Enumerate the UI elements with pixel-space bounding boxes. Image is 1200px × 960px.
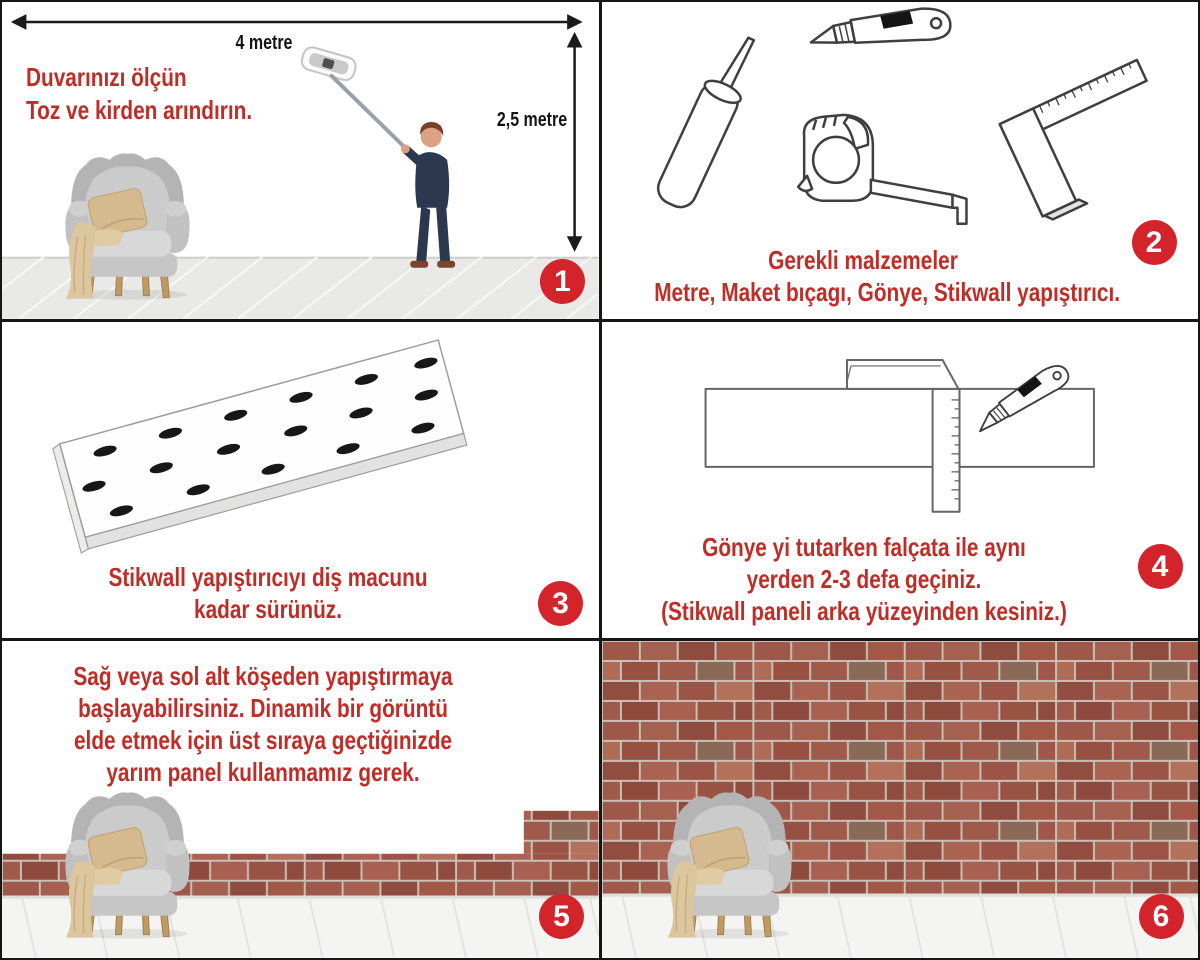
- step-4-line: (Stikwall paneli arka yüzeyinden kesiniz.): [660, 595, 1067, 626]
- step-2-line: Metre, Maket bıçagı, Gönye, Stikwall yapıştırıcı.: [653, 277, 1120, 307]
- step-4-panel: [602, 322, 1199, 639]
- utility-knife-icon: [808, 6, 951, 52]
- brick-corner-step: [524, 811, 599, 854]
- step-2-text: [653, 244, 1120, 308]
- step-2-line: Gerekli malzemeler: [767, 245, 958, 275]
- step-1-line: Duvarınızı ölçün: [26, 62, 187, 92]
- wall-width-label: 4 metre: [235, 32, 293, 54]
- finished-brick-wall-illustration: [602, 641, 1199, 958]
- step-4-line: Gönye yi tutarken falçata ile aynı: [701, 531, 1026, 562]
- step-number-badge: 5: [539, 894, 584, 939]
- step-1-panel: [2, 2, 599, 319]
- step-4-text: [655, 531, 1073, 627]
- mop-pole: [332, 76, 409, 151]
- step-3-panel: [2, 322, 599, 639]
- step-1-text: [26, 61, 252, 127]
- adhesive-cartridge-icon: [652, 29, 765, 212]
- step-number-badge: 4: [1138, 544, 1183, 589]
- step-1-line: Toz ve kirden arındırın.: [26, 95, 253, 125]
- step-number-badge: 6: [1139, 894, 1184, 939]
- step-3-line: kadar sürünüz.: [194, 593, 342, 624]
- step-number-badge: 1: [540, 259, 585, 304]
- wall-height-label: 2,5 metre: [496, 109, 568, 131]
- horizontal-dimension-arrow: [12, 15, 582, 29]
- step-5-text: [54, 660, 472, 788]
- step-2-panel: [602, 2, 1199, 319]
- step-5-panel: [2, 641, 599, 958]
- vertical-dimension-arrow: [568, 33, 582, 251]
- step-5-line: başlayabilirsiniz. Dinamik bir görüntü: [78, 693, 448, 724]
- step-4-line: yerden 2-3 defa geçiniz.: [746, 563, 981, 594]
- step-number-badge: 3: [538, 581, 583, 626]
- step-5-line: yarım panel kullanmamız gerek.: [106, 757, 420, 788]
- carpenter-square-icon: [999, 60, 1182, 223]
- step-3-text: [59, 561, 477, 625]
- person-cleaning-wall-illustration: [300, 45, 455, 267]
- tape-measure-icon: [798, 115, 966, 224]
- step-5-line: Sağ veya sol alt köşeden yapıştırmaya: [73, 661, 453, 692]
- step-5-line: elde etmek için üst sıraya geçtiğinizde: [73, 725, 453, 756]
- step-number-badge: 2: [1132, 220, 1177, 265]
- step-3-line: Stikwall yapıştırıcıyı diş macunu: [108, 561, 428, 592]
- step-6-panel: [602, 641, 1199, 958]
